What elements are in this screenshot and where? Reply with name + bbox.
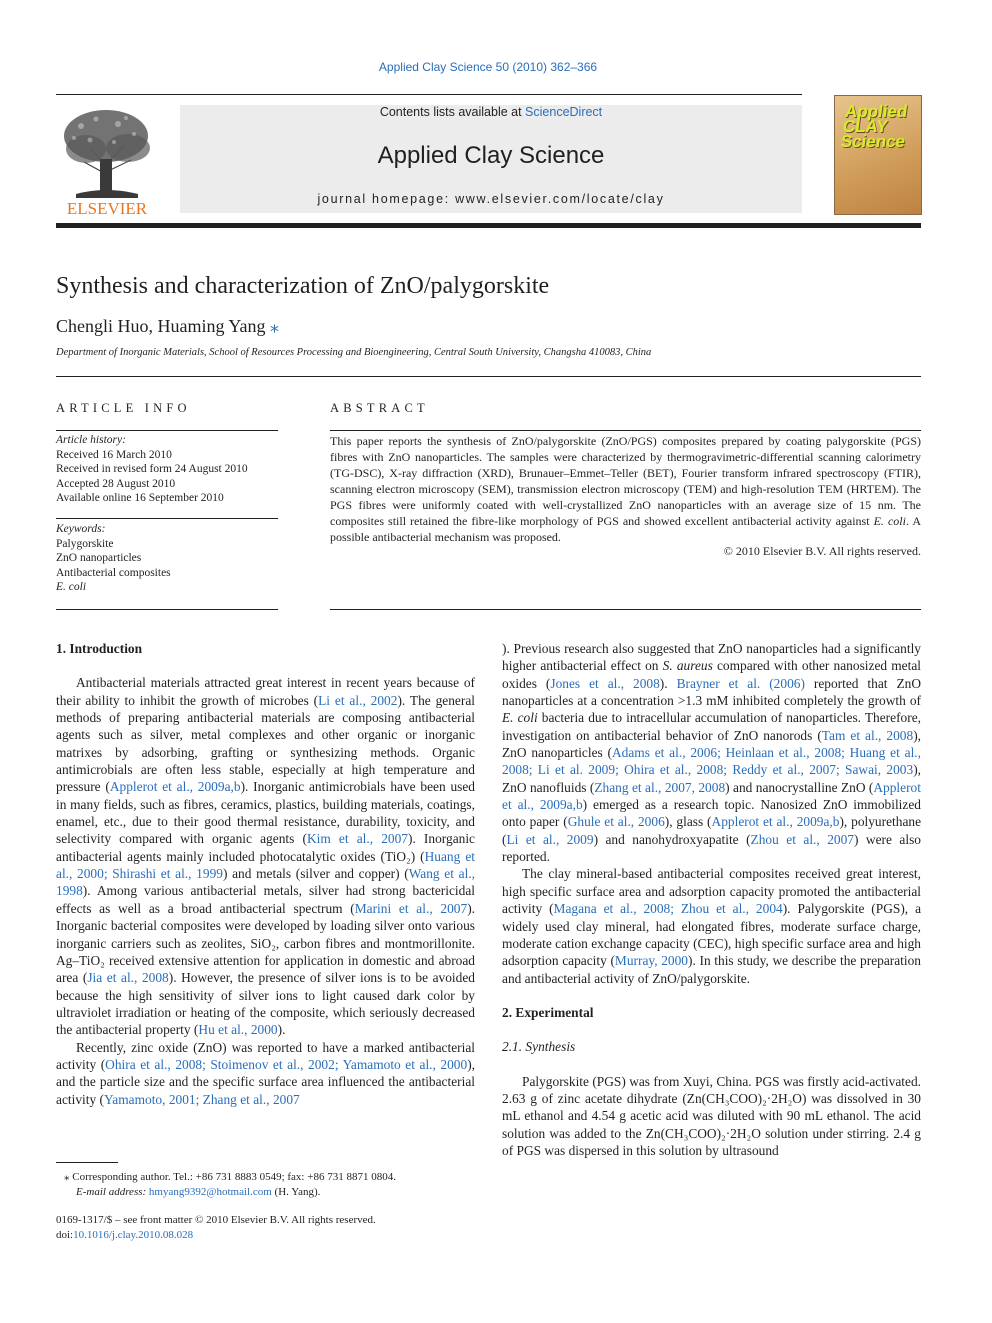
- text: Recently, zinc oxide (ZnO) was reported to have a marked antibacterial activity (: [56, 1039, 475, 1072]
- body-column-right: [502, 640, 921, 1159]
- elsevier-logo: [56, 104, 158, 216]
- divider: [330, 609, 921, 610]
- text: bacteria due to intracellular accumulation of nanoparticles. Therefore, investigation on antibacterial behavior of ZnO nanorods (: [502, 710, 921, 743]
- abstract-heading: ABSTRACT: [330, 401, 429, 415]
- text: ) and nanohydroxyapatite (: [593, 831, 751, 847]
- citation-link[interactable]: Ohira et al., 2008; Stoimenov et al., 2002; Yamamoto et al., 2000: [105, 1056, 468, 1072]
- doi-link[interactable]: 10.1016/j.clay.2010.08.028: [73, 1229, 194, 1241]
- text: ). However, the presence of silver ions is to be avoided because the high sensitivity of silver ions to light caused dark color by ultraviolet irradiation or heating of the composite, which seriously decreased the antibacterial property (: [56, 970, 475, 1038]
- section-heading-experimental: 2. Experimental: [502, 1004, 594, 1020]
- citation-link[interactable]: Marini et al., 2007: [354, 900, 468, 916]
- journal-cover-thumbnail: [834, 95, 922, 215]
- intro-paragraph-2-start: [56, 1039, 475, 1108]
- issn-line: 0169-1317/$ – see front matter © 2010 Elsevier B.V. All rights reserved.: [56, 1214, 376, 1226]
- text: compared with other nanosized metal oxides (: [502, 658, 921, 691]
- species: E. coli: [502, 710, 538, 726]
- footnote-contact: ⁎ Corresponding author. Tel.: +86 731 8883 0549; fax: +86 731 8871 0804.: [64, 1171, 396, 1183]
- text: ), ZnO nanoparticles (: [502, 727, 921, 761]
- text: ). Inorganic antibacterial agents mainly included photocatalytic oxides (TiO₂) (: [56, 831, 475, 864]
- text: ) were also reported.: [502, 831, 921, 865]
- citation-link[interactable]: Jones et al., 2008: [550, 675, 660, 691]
- divider: [330, 430, 921, 431]
- history-revised: Received in revised form 24 August 2010: [56, 463, 248, 475]
- sciencedirect-link[interactable]: ScienceDirect: [525, 105, 603, 119]
- email-suffix: (H. Yang).: [271, 1186, 321, 1198]
- citation-link[interactable]: Adams et al., 2006; Heinlaan et al., 2008; Huang et al., 2008; Li et al. 2009; Ohira et al., 2008; Reddy et al., 2007; Sawai, 2003: [502, 745, 921, 778]
- citation-link[interactable]: Brayner et al. (2006): [676, 675, 805, 691]
- text: ) and nanocrystalline ZnO (: [725, 779, 874, 795]
- text: ), polyurethane (: [502, 814, 922, 847]
- keyword: ZnO nanoparticles: [56, 552, 142, 564]
- title-divider: [56, 376, 921, 377]
- abstract-text: [330, 433, 921, 545]
- citation-link[interactable]: Zhou et al., 2007: [750, 831, 855, 847]
- body-column-left: [56, 640, 475, 1108]
- keywords-label: Keywords:: [56, 523, 106, 535]
- subsection-heading-synthesis: 2.1. Synthesis: [502, 1039, 576, 1055]
- citation-link[interactable]: Yamamoto, 2001; Zhang et al., 2007: [103, 1091, 300, 1107]
- citation-link[interactable]: Li et al., 2002: [318, 692, 398, 708]
- front-matter: [56, 1213, 376, 1243]
- citation-link[interactable]: Huang et al., 2000; Shirashi et al., 1999: [56, 848, 475, 882]
- journal-title: Applied Clay Science: [377, 142, 605, 169]
- header-rule: [56, 223, 921, 228]
- cover-title: Applied CLAY Science: [839, 102, 909, 151]
- citation-link[interactable]: Magana et al., 2008; Zhou et al., 2004: [553, 901, 783, 917]
- contents-line: [180, 105, 802, 119]
- affiliation: Department of Inorganic Materials, School of Resources Processing and Bioengineering, Central South University, Changsha 410083, China: [56, 347, 652, 358]
- doi-label: doi:: [56, 1229, 74, 1241]
- text: ), glass (: [664, 814, 712, 830]
- footnote-divider: [56, 1162, 118, 1163]
- citation-link[interactable]: Applerot et al., 2009a,b: [502, 779, 921, 813]
- article-info-heading: ARTICLE INFO: [56, 401, 191, 415]
- intro-paragraph-1: [56, 674, 475, 1038]
- email-label: E-mail address:: [76, 1186, 149, 1198]
- citation-link[interactable]: Murray, 2000: [614, 953, 689, 969]
- author-line: [56, 316, 279, 337]
- text: reported that ZnO nanoparticles at a concentration >1.3 mM inhibited completely the growth of: [502, 675, 922, 709]
- divider: [56, 609, 278, 610]
- keyword: E. coli: [56, 581, 87, 593]
- journal-homepage[interactable]: journal homepage: www.elsevier.com/locate/clay: [317, 192, 665, 206]
- spacer: [502, 1056, 921, 1073]
- spacer: [502, 1021, 921, 1038]
- citation-link[interactable]: Hu et al., 2000: [198, 1022, 278, 1038]
- divider: [56, 518, 278, 519]
- abstract-end: . A possible antibacterial mechanism was proposed.: [330, 514, 921, 544]
- publisher-name: ELSEVIER: [66, 199, 148, 216]
- keywords: [56, 522, 171, 595]
- text: ) and metals (silver and copper) (: [222, 866, 409, 882]
- citation-link[interactable]: Applerot et al., 2009a,b: [109, 779, 241, 795]
- text: ). Previous research also suggested that ZnO nanoparticles had a significantly higher antibacterial effect on: [502, 641, 921, 674]
- history-online: Available online 16 September 2010: [56, 492, 224, 504]
- header-divider: [56, 94, 802, 95]
- history-accepted: Accepted 28 August 2010: [56, 477, 176, 490]
- text: ).: [277, 1022, 286, 1038]
- text: ) emerged as a research topic. Nanosized ZnO immobilized onto paper (: [502, 797, 921, 830]
- text: ). Among various antibacterial metals, silver had strong bactericidal effects as well as a broad antibacterial spectrum (: [56, 883, 475, 916]
- synthesis-paragraph: Palygorskite (PGS) was from Xuyi, China. PGS was firstly acid-activated. 2.63 g of zinc acetate dihydrate (Zn(CH₃COO)₂·2H₂O) was dissolved in 30 mL ethanol and 4.54 g acetic acid was diluted with 90 mL ethanol. The acid solution was added to the Zn(CH₃COO)₂·2H₂O solution under stirring. 2.4 g of PGS was dispersed in this solution by ultrasound: [502, 1073, 921, 1158]
- text: ), and the particle size and the specific surface area influenced the antibacterial activity (: [56, 1056, 476, 1107]
- article-history: [56, 433, 248, 506]
- paper-title: Synthesis and characterization of ZnO/palygorskite: [56, 273, 550, 299]
- citation-link[interactable]: Applerot et al., 2009a,b: [711, 814, 840, 830]
- text: Antibacterial materials attracted great interest in recent years because of their ability to inhibit the growth of microbes (: [56, 675, 475, 708]
- spacer: [56, 657, 475, 674]
- abstract-body: This paper reports the synthesis of ZnO/palygorskite (ZnO/PGS) composites prepared by coating palygorskite (PGS) fibres with ZnO nanoparticles. The samples were characterized by thermogravimetric-differential scanning calorimetry (TG-DSC), X-ray diffraction (XRD), Brunauer–Emmet–Teller (BET), Fourier transform infrared spectroscopy (FTIR), scanning electron microscopy (SEM), transmission electron microscopy (TEM) and high-resolution TEM (HRTEM). The PGS fibres were uniformly coated with well-crystallized ZnO nanoparticles with an average size of 15 nm. The composites still retained the fibre-like morphology of PGS and showed excellent antibacterial activity against: [330, 434, 921, 528]
- divider: [56, 430, 278, 431]
- footnote-email-line: [56, 1185, 396, 1200]
- keyword: Palygorskite: [56, 537, 114, 550]
- abstract-species: E. coli: [873, 514, 906, 528]
- citation-link[interactable]: Ghule et al., 2006: [567, 814, 665, 830]
- text: ).: [659, 675, 677, 691]
- corresponding-author-mark[interactable]: ⁎: [270, 316, 280, 336]
- citation-link[interactable]: Zhang et al., 2007, 2008: [594, 779, 726, 795]
- citation-link[interactable]: Tam et al., 2008: [821, 727, 914, 743]
- citation-link[interactable]: Kim et al., 2007: [306, 831, 408, 847]
- citation-link[interactable]: Li et al., 2009: [506, 831, 594, 847]
- doi-line: [56, 1228, 376, 1243]
- text: ). Palygorskite (PGS), a widely used clay mineral, had elongated fibres, moderate surface charge, moderate cation exchange capacity (CEC), high specific surface area and high adsorption capacity (: [502, 901, 922, 969]
- intro-paragraph-3: [502, 865, 921, 986]
- elsevier-tree-icon: [56, 104, 158, 216]
- species: S. aureus: [662, 658, 713, 674]
- citation-link[interactable]: Jia et al., 2008: [87, 970, 169, 986]
- email-link[interactable]: hmyang9392@hotmail.com: [148, 1186, 272, 1198]
- corresponding-author-footnote: [56, 1170, 396, 1200]
- text: ). The general methods of preparing antibacterial materials are composing antibacterial agents such as silver, metal complexes and other organic or inorganic matrixes by adsorbing, grafting or synthesizing methods. Organic antimicrobials are often less stable, especially at high temperature and pressure (: [56, 692, 475, 795]
- text: ). Inorganic bacterial composites were developed by loading silver onto various inorganic carriers such as zeolites, SiO₂, carbon fibres and montmorillonite. Ag–TiO₂ received extensive attention for application in domestic and abroad area (: [56, 900, 475, 986]
- section-heading-introduction: 1. Introduction: [56, 641, 143, 656]
- text: ). In this study, we describe the preparation and antibacterial activity of ZnO/palygorskite.: [502, 953, 922, 986]
- authors: Chengli Huo, Huaming Yang: [56, 316, 266, 336]
- intro-paragraph-2-cont: [502, 640, 921, 865]
- contents-prefix: Contents lists available at: [379, 105, 526, 119]
- text: ). Inorganic antimicrobials have been used in many fields, such as fibres, ceramics, plastics, building materials, coatings, enamel, etc., due to their good thermal resistance, durability, toxicity, and selectivity compared with organic agents (: [56, 779, 475, 847]
- keyword: Antibacterial composites: [56, 566, 171, 579]
- history-label: Article history:: [56, 434, 126, 446]
- history-received: Received 16 March 2010: [56, 448, 172, 461]
- text: ), ZnO nanofluids (: [502, 762, 921, 795]
- citation-link[interactable]: Wang et al., 1998: [56, 866, 475, 899]
- journal-reference-link[interactable]: Applied Clay Science 50 (2010) 362–366: [378, 60, 598, 74]
- spacer: [502, 987, 921, 1004]
- abstract-copyright: © 2010 Elsevier B.V. All rights reserved.: [723, 544, 921, 558]
- text: The clay mineral-based antibacterial composites received great interest, high specific surface area and adsorption capacity promoted the antibacterial activity (: [502, 866, 921, 917]
